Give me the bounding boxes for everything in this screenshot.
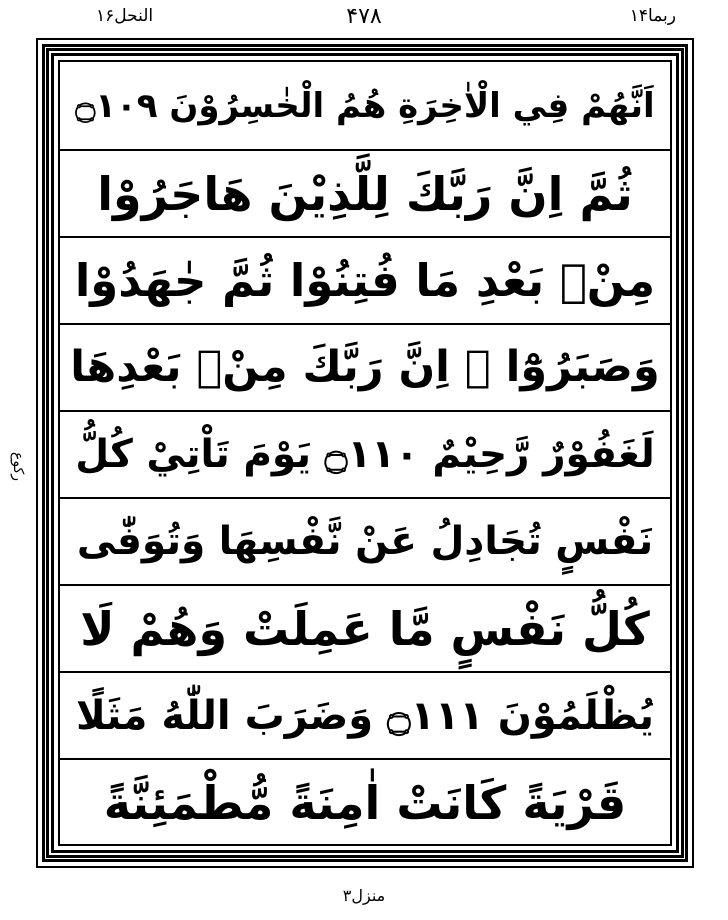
verse-line-text: اَنَّهُمْ فِي الْاٰخِرَةِ هُمُ الْخٰسِرُوْنَ ۝١٠٩ [75,85,655,126]
verse-line-text: كُلُّ نَفْسٍ مَّا عَمِلَتْ وَهُمْ لَا [80,601,650,656]
verse-line [60,62,670,149]
verse-line-text: قَرْيَةً كَانَتْ اٰمِنَةً مُّطْمَئِنَّةً [103,775,627,830]
verse-line [60,671,670,758]
verse-line-text: يُظْلَمُوْنَ ۝١١١ وَضَرَبَ اللّٰهُ مَثَلًا [75,692,655,739]
verse-line-text: لَغَفُوْرٌ رَّحِيْمٌ ۝١١٠ يَوْمَ تَاْتِيْ كُلُّ [75,432,655,477]
verse-lines [60,62,670,844]
verse-line-text: ثُمَّ اِنَّ رَبَّكَ لِلَّذِيْنَ هَاجَرُوْا [97,166,633,221]
verse-line-text: مِنْۢ بَعْدِ مَا فُتِنُوْا ثُمَّ جٰهَدُوْا [74,254,656,307]
para-name: ربما۱۴ [629,6,676,26]
verse-line [60,758,670,845]
verse-line [60,236,670,323]
verse-line [60,410,670,497]
verse-line [60,497,670,584]
verse-line [60,584,670,671]
page-frame [36,38,694,868]
verse-line [60,323,670,410]
surah-name: النحل۱۶ [96,6,154,26]
verse-line-text: نَفْسٍ تُجَادِلُ عَنْ نَّفْسِهَا وَتُوَفّٰى [76,519,654,564]
page-number: ۴۷۸ [346,4,382,29]
manzil-label: منزل۳ [342,886,386,905]
verse-line-text: وَصَبَرُوْٓا ۙ اِنَّ رَبَّكَ مِنْۢ بَعْدِهَا [70,342,660,392]
ruku-marker: رکوع [10,452,26,482]
page-header [0,0,728,38]
text-area [58,60,672,846]
verse-line [60,149,670,236]
